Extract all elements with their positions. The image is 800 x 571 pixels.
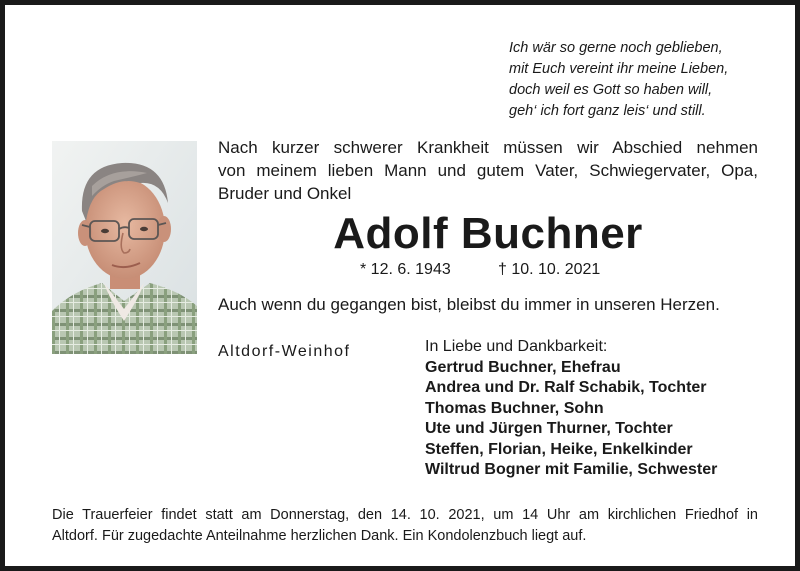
intro-line: von meinem lieben Mann und gutem Vater, Schwiegervater, Opa, (218, 161, 758, 180)
poem-line: mit Euch vereint ihr meine Lieben, (509, 61, 729, 77)
birth-date: * 12. 6. 1943 (360, 261, 451, 278)
mourner-entry: Wiltrud Bogner mit Familie, Schwester (425, 461, 718, 478)
mourner-entry: Steffen, Florian, Heike, Enkelkinder (425, 440, 693, 458)
intro-text (218, 136, 758, 205)
poem-line: doch weil es Gott so haben will, (509, 82, 713, 98)
portrait-illustration (52, 141, 197, 354)
poem-line: Ich wär so gerne noch geblieben, (509, 40, 723, 56)
mourner-entry: Ute und Jürgen Thurner, Tochter (425, 420, 673, 437)
place-name: Altdorf-Weinhof (218, 343, 351, 360)
funeral-notice (52, 505, 758, 547)
mourners-list (425, 337, 717, 481)
memorial-quote: Auch wenn du gegangen bist, bleibst du immer in unseren Herzen. (218, 295, 720, 314)
intro-line: Bruder und Onkel (218, 184, 352, 203)
intro-line: Nach kurzer schwerer Krankheit müssen wir Abschied nehmen (218, 138, 758, 157)
poem (509, 38, 728, 122)
mourner-entry: Thomas Buchner, Sohn (425, 399, 604, 417)
footer-line: Die Trauerfeier findet statt am Donnerstag, den 14. 10. 2021, um 14 Uhr am kirchlichen Friedhof in (52, 507, 758, 523)
deceased-name: Adolf Buchner (333, 209, 643, 258)
death-date: † 10. 10. 2021 (498, 261, 601, 278)
portrait-photo (52, 141, 197, 354)
mourner-entry: Andrea und Dr. Ralf Schabik, Tochter (425, 379, 707, 396)
mourner-entry: Gertrud Buchner, Ehefrau (425, 358, 621, 376)
footer-line: Altdorf. Für zugedachte Anteilnahme herzlichen Dank. Ein Kondolenzbuch liegt auf. (52, 528, 587, 544)
mourners-intro: In Liebe und Dankbarkeit: (425, 338, 608, 355)
poem-line: geh‘ ich fort ganz leis‘ und still. (509, 103, 706, 119)
